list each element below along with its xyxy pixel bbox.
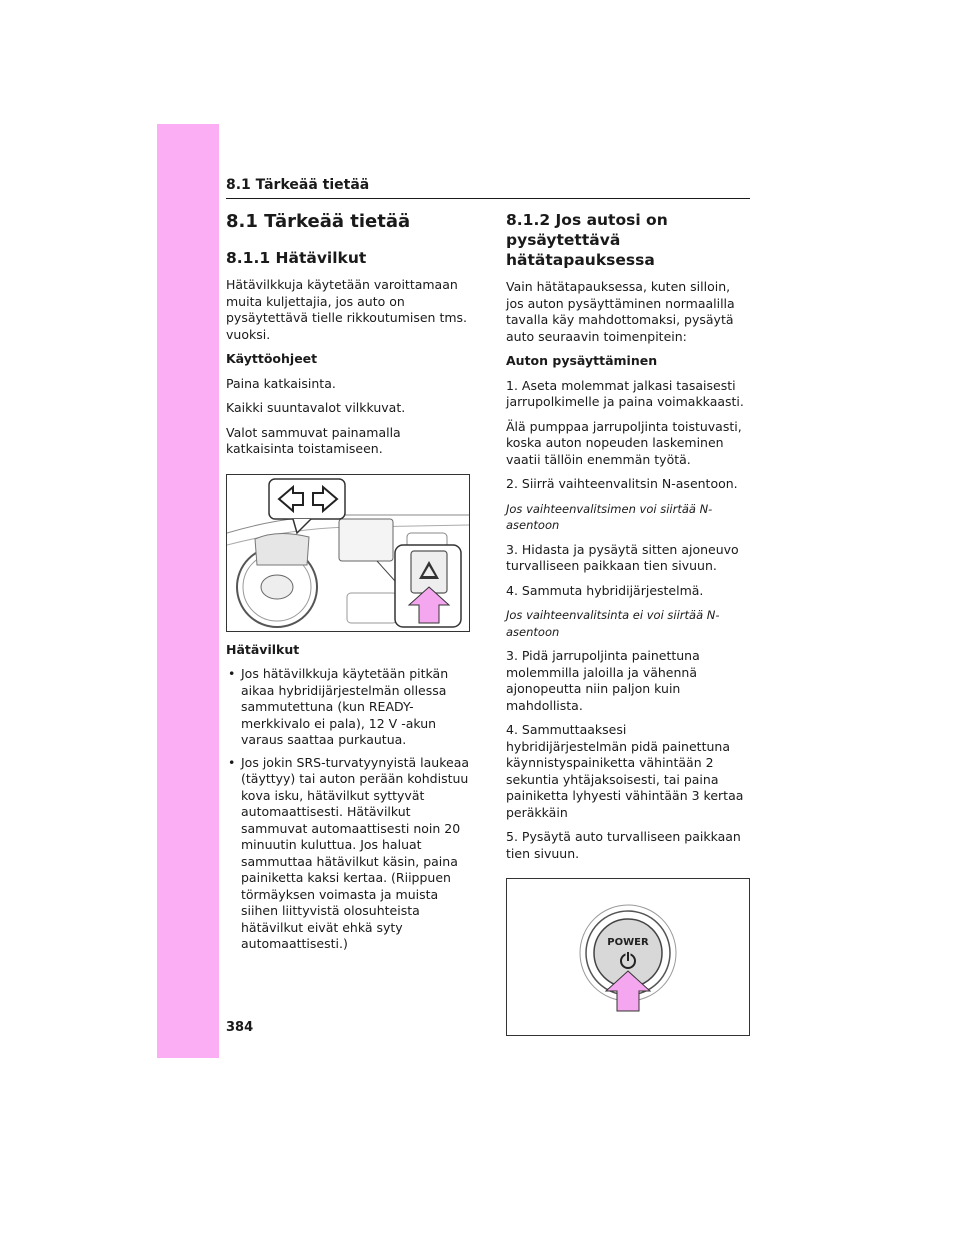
hazard-switch-figure: [226, 474, 470, 632]
right-column: [506, 210, 750, 1036]
stop-step-2: 2. Siirrä vaihteenvalitsin N-asentoon.: [506, 476, 738, 491]
power-button-illustration: [507, 879, 749, 1035]
case2-step-5: 5. Pysäytä auto turvalliseen paikkaan tien sivuun.: [506, 829, 741, 861]
case-shift-possible: Jos vaihteenvalitsimen voi siirtää N-asentoon: [506, 501, 713, 532]
usage-step-1: Paina katkaisinta.: [226, 375, 336, 391]
header-rule: [226, 198, 750, 199]
dashboard-illustration: [227, 475, 469, 631]
list-item: • Jos hätävilkkuja käytetään pitkän aikaa hybridijärjestelmän ollessa sammutettuna (kun READY-merkkivalo ei pala), 12 V -akun varaus saattaa purkautua.: [226, 666, 470, 749]
section-title-emergency-line2: hätätapauksessa: [506, 251, 655, 269]
stop-step-1: 1. Aseta molemmat jalkasi tasaisesti jarrupolkimelle ja paina voimakkaasti.: [506, 377, 744, 409]
left-column: [226, 210, 470, 959]
power-button-figure: [506, 878, 750, 1036]
usage-title: Käyttöohjeet: [226, 351, 318, 366]
figure-caption-hazard: Hätävilkut: [226, 641, 300, 657]
case-shift-impossible: Jos vaihteenvalitsinta ei voi siirtää N-asentoon: [506, 608, 720, 639]
stop-title: Auton pysäyttäminen: [506, 353, 658, 368]
usage-step-2: Kaikki suuntavalot vilkkuvat.: [226, 400, 406, 415]
case1-step-4: 4. Sammuta hybridijärjestelmä.: [506, 582, 704, 598]
page-number: 384: [226, 1020, 254, 1035]
hazard-intro: Hätävilkkuja käytetään varoittamaan muita kuljettajia, jos auto on pysäytettävä tielle rikkoutumisen tms. vuoksi.: [226, 277, 468, 342]
emergency-intro: Vain hätätapauksessa, kuten silloin, jos auton pysäyttäminen normaalilla tavalla käy mahdottomaksi, pysäytä auto seuraavin toimenpitein:: [506, 279, 735, 344]
hazard-notes: [226, 666, 470, 953]
case2-step-4: 4. Sammuttaaksesi hybridijärjestelmän pidä painettuna käynnistyspainiketta vähintään 2 sekuntia yhtäjaksoisesti, tai paina painiketta lyhyesti vähintään 3 kertaa peräkkäin: [506, 722, 744, 820]
usage-step-3: Valot sammuvat painamalla katkaisinta toistamiseen.: [226, 424, 401, 456]
case2-step-3: 3. Pidä jarrupoljinta painettuna molemmilla jaloilla ja vähennä ajonopeutta niin paljon kuin mahdollista.: [506, 648, 700, 713]
chapter-tab-bar: [157, 124, 219, 1058]
section-title-emergency-line1: 8.1.2 Jos autosi on pysäytettävä: [506, 211, 668, 249]
chapter-title: 8.1 Tärkeää tietää: [226, 211, 411, 232]
power-label: POWER: [607, 937, 649, 948]
running-header: 8.1 Tärkeää tietää: [226, 177, 370, 193]
case1-step-3: 3. Hidasta ja pysäytä sitten ajoneuvo turvalliseen paikkaan tien sivuun.: [506, 541, 739, 573]
section-title-hazard: 8.1.1 Hätävilkut: [226, 249, 367, 267]
list-item: • Jos jokin SRS-turvatyynyistä laukeaa (täyttyy) tai auton perään kohdistuu kova isku, hätävilkut syttyvät automaattisesti. Hätävilkut sammuvat automaattisesti noin 20 minuutin kuluttua. Jos haluat sammuttaa hätävilkut käsin, paina painiketta kaksi kertaa. (Riippuen törmäyksen voimasta ja muista siihen liittyvistä olosuhteista hätävilkut eivät ehkä syty automaattisesti.): [226, 755, 470, 953]
stop-step-1-note: Älä pumppaa jarrupoljinta toistuvasti, koska auton nopeuden laskeminen vaatii tällöin enemmän työtä.: [506, 418, 742, 467]
